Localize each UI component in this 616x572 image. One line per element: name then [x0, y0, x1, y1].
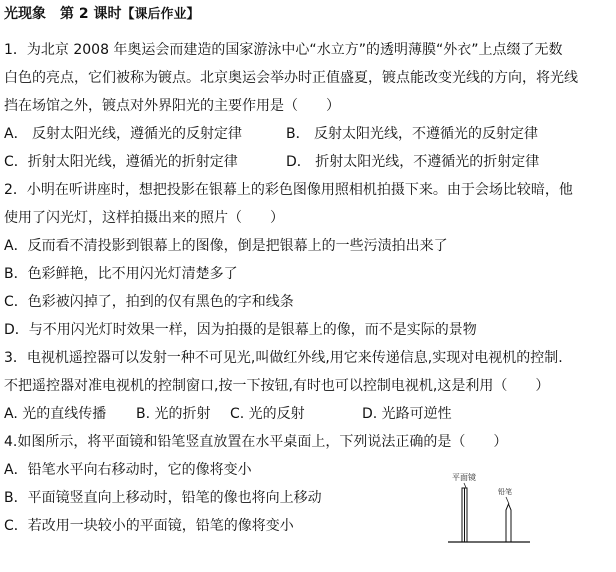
homework-tag: 【课后作业】 — [121, 7, 200, 22]
pencil-label: 铅笔 — [498, 488, 512, 496]
mirror-label: 平面镜 — [452, 473, 476, 482]
q1-line-1: 1．为北京 2008 年奥运会而建造的国家游泳中心“水立方”的透明薄膜“外衣”上点缀了无数 — [4, 42, 563, 58]
q3-option-c: C. 光的反射 — [230, 406, 305, 422]
q2-line-2: 使用了闪光灯，这样拍摄出来的照片（ ） — [4, 210, 284, 226]
q4-option-a: A．铅笔水平向右移动时，它的像将变小 — [4, 462, 252, 478]
q4-line-1: 4.如图所示，将平面镜和铅笔竖直放置在水平桌面上，下列说法正确的是（ ） — [4, 434, 508, 450]
worksheet-title — [4, 4, 200, 25]
figure-drawing — [434, 466, 542, 548]
q1-line-2: 白色的亮点，它们被称为镀点。北京奥运会举办时正值盛夏，镀点能改变光线的方向，将光线 — [4, 70, 578, 86]
q4-option-b: B．平面镜竖直向上移动时，铅笔的像也将向上移动 — [4, 490, 322, 506]
q3-option-a: A. 光的直线传播 — [4, 406, 107, 422]
q2-option-d: D．与不用闪光灯时效果一样，因为拍摄的是银幕上的像，而不是实际的景物 — [4, 322, 477, 338]
q1-line-3: 挡在场馆之外，镀点对外界阳光的主要作用是（ ） — [4, 98, 340, 114]
q1-option-b: B． 反射太阳光线，不遵循光的反射定律 — [286, 126, 539, 142]
q2-option-a: A．反而看不清投影到银幕上的图像，倒是把银幕上的一些污渍拍出来了 — [4, 238, 448, 254]
q3-option-b: B. 光的折射 — [136, 406, 211, 422]
q3-line-1: 3．电视机遥控器可以发射一种不可见光,叫做红外线,用它来传递信息,实现对电视机的控制. — [4, 350, 563, 366]
cropped-next-line — [0, 556, 616, 572]
chapter-title: 光现象 — [4, 6, 46, 22]
q1-option-a: A． 反射太阳光线，遵循光的反射定律 — [4, 126, 243, 142]
q1-option-d: D． 折射太阳光线，不遵循光的折射定律 — [286, 154, 540, 170]
q2-option-b: B．色彩鲜艳，比不用闪光灯清楚多了 — [4, 266, 238, 282]
q3-line-2: 不把遥控器对准电视机的控制窗口,按一下按钮,有时也可以控制电视机,这是利用（ ） — [4, 378, 550, 394]
q2-option-c: C．色彩被闪掉了，拍到的仅有黑色的字和线条 — [4, 294, 294, 310]
lesson-label: 第 2 课时 — [60, 6, 122, 22]
mirror-pencil-figure — [434, 466, 542, 548]
q3-option-d: D. 光路可逆性 — [362, 406, 452, 422]
q4-option-c: C．若改用一块较小的平面镜，铅笔的像将变小 — [4, 518, 294, 534]
q2-line-1: 2．小明在听讲座时，想把投影在银幕上的彩色图像用照相机拍摄下来。由于会场比较暗，他 — [4, 182, 573, 198]
q1-option-c: C．折射太阳光线，遵循光的折射定律 — [4, 154, 238, 170]
pencil-shape — [506, 504, 511, 542]
